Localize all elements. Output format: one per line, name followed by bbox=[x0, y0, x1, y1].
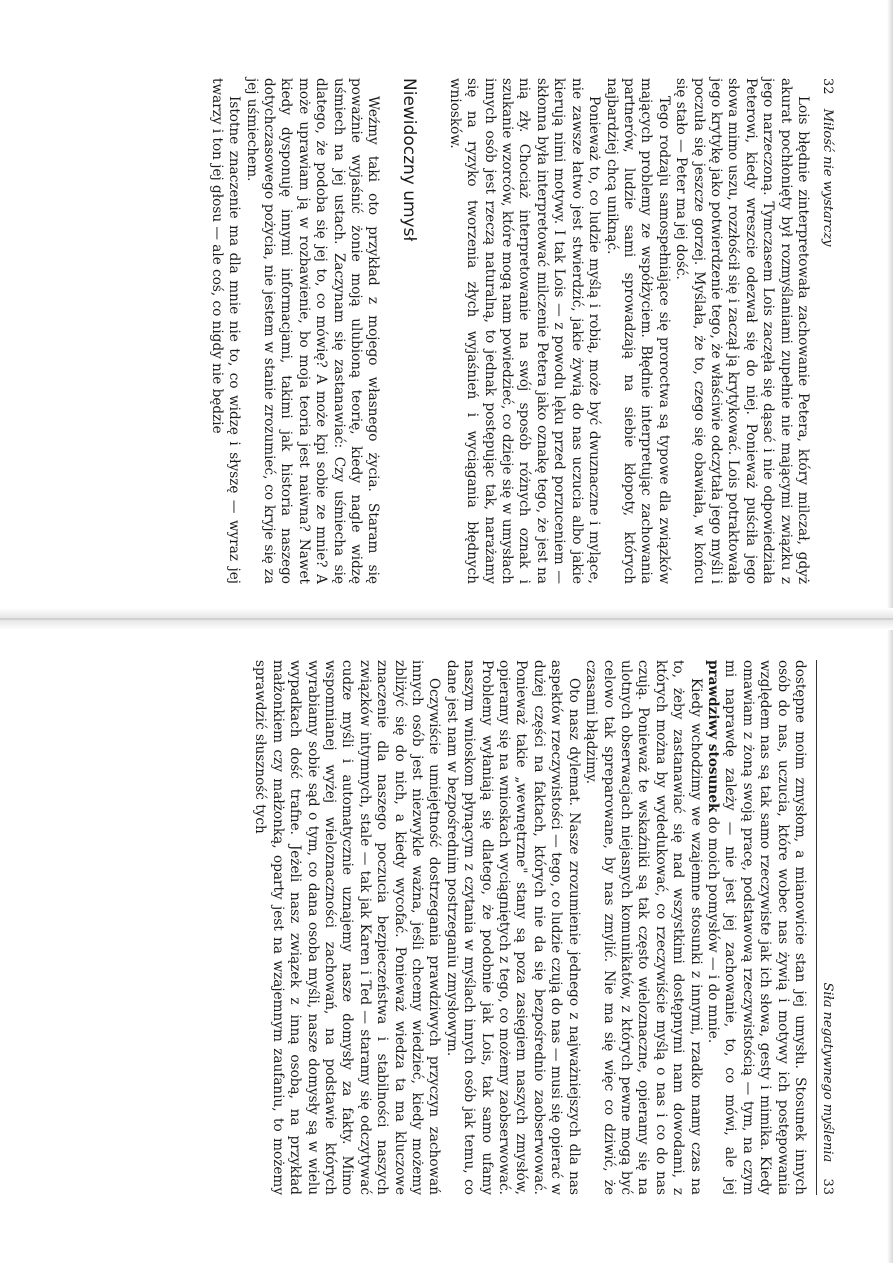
right-page bbox=[0, 630, 893, 1263]
left-running-title: Miłość nie wystarczy bbox=[820, 108, 835, 247]
left-paragraph-5: Istotne znaczenie ma dla mnie nie to, co widzę i słyszę — wyraz jej twarzy i ton jej głosu — ale coś, co nigdy nie będzie bbox=[208, 78, 243, 584]
right-running-title: Siła negatywnego myślenia bbox=[820, 982, 835, 1163]
book-gutter bbox=[0, 608, 893, 630]
right-paragraph-1-end: do moich pomysłów — i do mnie. bbox=[704, 812, 721, 1044]
left-paragraph-2: Tego rodzaju samospełniające się proroctwa są typowe dla związków mających problemy ze współżyciem. Błędnie interpretując zachowania partnerów, ludzie sami sprowadzają na siebie kłopoty, których najbardziej chcą uniknąć. bbox=[603, 78, 672, 584]
left-paragraph-4: Weźmy taki oto przykład z mojego własnego życia. Staram się poważnie wyjaśnić żonie moją ulubioną teorię, kiedy nagle widzę uśmiech na jej ustach. Zaczynam się zastanawiać: Czy uśmiecha się dlatego, że podoba się jej to, co mówię? A może kpi sobie ze mnie? A może uprawiam ją w rozbawienie, bo moja teoria jest naiwna? Nawet kiedy dysponuję innymi informacjami, takimi jak historia naszego dotychczasowego pożycia, nie jestem w stanie zrozumieć, co kryje się za jej uśmiechem. bbox=[243, 78, 382, 584]
right-page-number: 33 bbox=[820, 1178, 835, 1195]
left-page bbox=[0, 0, 893, 608]
section-heading: Niewidoczny umysł bbox=[399, 78, 420, 242]
right-paragraph-1-bold: prawdziwy stosunek bbox=[704, 660, 721, 813]
right-paragraph-1-start: dostępne moim zmysłom, a mianowicie stan jej umysłu. Stosunek innych osób do nas, uczucia, które wobec nas żywią i motywy ich postępowania względem nas są tak samo rzeczywiste jak ich słowa, gesty i mimika. Kiedy omawiam z żoną swoją pracę, podstawową rzeczywistością — tym, na czym mi naprawdę zależy — nie jest jej zachowanie, to, co mówi, ale jej bbox=[722, 660, 808, 1195]
right-paragraph-3: Oto nasz dylemat. Nasze zrozumienie jednego z najważniejszych dla nas aspektów rzeczywistości — tego, co ludzie czują do nas — musi się opierać w dużej części na faktach, których nie da się bezpośrednio zaobserwować. Ponieważ takie „wewnętrzne" stany są poza zasięgiem naszych zmysłów, opieramy się na wnioskach wyciągniętych z tego, co możemy zaobserwować. Problemy wyłaniają się dlatego, że podobnie jak Lois, tak samo ufamy naszym wnioskom płynącym z czytania w myślach innych osób jak temu, co dane jest nam w bezpośrednim postrzeganiu zmysłowym. bbox=[443, 660, 582, 1195]
right-running-head bbox=[816, 660, 835, 1195]
right-paragraph-1 bbox=[704, 660, 808, 1195]
left-paragraph-3: Ponieważ to, co ludzie myślą i robią, może być dwuznaczne i mylące, nie zawsze łatwo jest stwierdzić, jakie żywią do nas uczucia albo jakie kierują nimi motywy. I tak Lois — z powodu lęku przed porzuceniem — skłonna była interpretować milczenie Petera jako oznakę tego, że jest na nią zły. Chociaż interpretowanie na swój sposób różnych oznak i szukanie wzorców, które mogą nam powiedzieć, co dzieje się w umysłach innych osób jest rzeczą naturalną, to jednak postępując tak, narażamy się na ryzyko tworzenia złych wyjaśnień i wyciągania błędnych wniosków. bbox=[446, 78, 603, 584]
right-paragraph-2: Kiedy wchodzimy we wzajemne stosunki z innymi, rzadko mamy czas na to, żeby zastanawiać się nad wszystkimi dostępnymi nam dowodami, z których można by wydedukować, co rzeczywiście myślą o nas i co do nas czują. Ponieważ te wskaźniki są tak często wieloznaczne, opieramy się na ulotnych obserwacjach niejasnych komunikatów, z których pewne mogą być celowo tak spreparowane, by nas zmylić. Nie ma się więc co dziwić, że czasami błądzimy. bbox=[583, 660, 704, 1195]
left-running-head bbox=[819, 78, 835, 584]
left-paragraph-1: Lois błędnie zinterpretowała zachowanie Petera, który milczał, gdyż akurat pochłonięty był rozmyślaniami zupełnie nie mającymi związku z jego narzeczoną. Tymczasem Lois zaczęła się dąsać i nie odpowiedziała Peterowi, kiedy wreszcie odezwał się do niej. Ponieważ puściła jego słowa mimo uszu, rozzłościł się i zaczął ją krytykować. Lois potraktowała jego krytykę jako potwierdzenie tego, że właściwie odczytała jego myśli i poczuła się jeszcze gorzej. Myślała, że to, czego się obawiała, w końcu się stało — Peter ma jej dość. bbox=[673, 78, 811, 584]
left-page-number: 32 bbox=[820, 78, 835, 95]
right-paragraph-4: Oczywiście umiejętność dostrzegania prawdziwych przyczyn zachowań innych osób jest niezwykle ważna, jeśli chcemy wiedzieć, kiedy możemy zbliżyć się do nich, a kiedy wycofać. Ponieważ wiedza ta ma kluczowe znaczenie dla naszego poczucia bezpieczeństwa i stabilności naszych związków intymnych, stale — tak jak Karen i Ted — staramy się odczytywać cudze myśli i automatycznie uznajemy nasze domysły za fakty. Mimo wspomnianej wyżej wieloznaczności zachowań, na podstawie których wyrabiamy sobie sąd o tym, co dana osoba myśli, nasze domysły są w wielu wypadkach dość trafne. Jeżeli nasz związek z inną osobą, na przykład małżonkiem czy małżonką, oparty jest na wzajemnym zaufaniu, to możemy sprawdzić słuszność tych bbox=[252, 660, 443, 1195]
